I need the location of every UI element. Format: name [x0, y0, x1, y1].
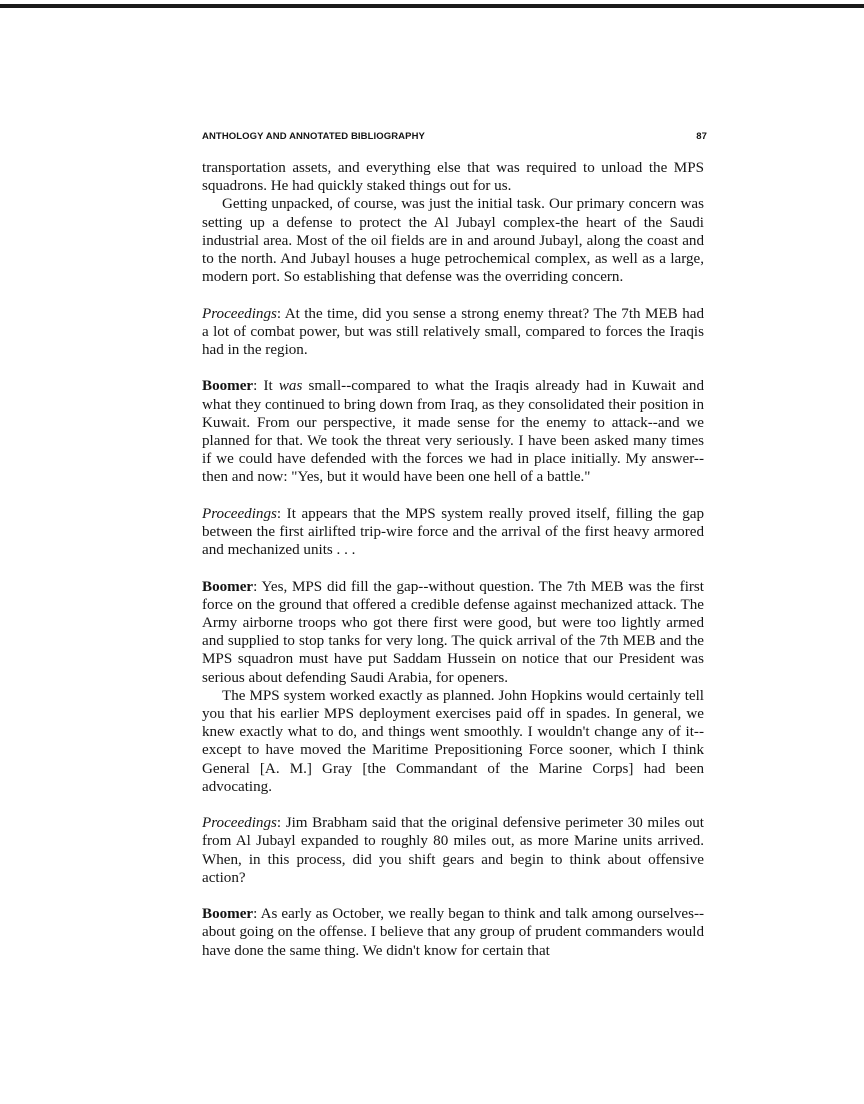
speaker-label: Boomer: [202, 578, 254, 595]
running-head-title: ANTHOLOGY AND ANNOTATED BIBLIOGRAPHY: [202, 131, 425, 142]
speaker-label: Proceedings: [202, 305, 277, 322]
page-number: 87: [696, 131, 707, 142]
paragraph-text: : It appears that the MPS system really proved itself, filling the gap between the first airlifted trip-wire force and the arrival of the first heavy armored and mechanized units . . .: [202, 505, 704, 559]
paragraph: [202, 687, 704, 796]
interview-body: [202, 159, 704, 960]
emphasis-text: was: [278, 378, 303, 395]
paragraph-text: The MPS system worked exactly as planned. John Hopkins would certainly tell you that his earlier MPS deployment exercises paid off in spades. In general, we knew exactly what to do, and things went smoothly. I wouldn't change any of it--except to have moved the Maritime Prepositioning Force sooner, which I think General [A. M.] Gray [the Commandant of the Marine Corps] had been advocating.: [202, 687, 704, 795]
paragraph-text: : Jim Brabham said that the original defensive perimeter 30 miles out from Al Jubayl expanded to roughly 80 miles out, as more Marine units arrived. When, in this process, did you shift gears and begin to think about offensive action?: [202, 815, 704, 886]
answer-paragraph: [202, 578, 704, 687]
paragraph-text: : At the time, did you sense a strong enemy threat? The 7th MEB had a lot of combat power, but was still relatively small, compared to forces the Iraqis had in the region.: [202, 305, 704, 359]
question-paragraph: [202, 505, 704, 560]
paragraph-text: : It: [253, 378, 279, 395]
paragraph-text: transportation assets, and everything else that was required to unload the MPS squadrons. He had quickly staked things out for us.: [202, 160, 704, 195]
speaker-label: Boomer: [202, 378, 254, 395]
speaker-label: Boomer: [202, 906, 254, 923]
question-paragraph: [202, 305, 704, 360]
paragraph-text: : Yes, MPS did fill the gap--without question. The 7th MEB was the first force on the ground that offered a credible defense against mechanized attack. The Army airborne troops who got there first were good, but were too lightly armed and supplied to stop tanks for very long. The quick arrival of the 7th MEB and the MPS squadron must have put Saddam Hussein on notice that our President was serious about defending Saudi Arabia, for openers.: [202, 578, 704, 686]
paragraph-text: small--compared to what the Iraqis already had in Kuwait and what they continued to bring down from Iraq, as they consolidated their position in Kuwait. From our perspective, it made sense for the enemy to attack--and we planned for that. We took the threat very seriously. I have been asked many times if we could have defended with the forces we had in place initially. My answer--then and now: "Yes, but it would have been one hell of a battle.": [202, 378, 704, 486]
paragraph: [202, 195, 704, 286]
running-head: [202, 131, 707, 147]
answer-paragraph: [202, 905, 704, 960]
speaker-label: Proceedings: [202, 815, 277, 832]
paragraph-text: : As early as October, we really began to think and talk among ourselves--about going on the offense. I believe that any group of prudent commanders would have done the same thing. We didn't know for certain that: [202, 906, 704, 959]
top-rule: [0, 4, 864, 8]
answer-paragraph: [202, 377, 704, 486]
speaker-label: Proceedings: [202, 505, 277, 522]
paragraph-text: Getting unpacked, of course, was just the initial task. Our primary concern was setting up a defense to protect the Al Jubayl complex-the heart of the Saudi industrial area. Most of the oil fields are in and around Jubayl, along the coast and to the north. And Jubayl houses a huge petrochemical complex, as well as a large, modern port. So establishing that defense was the overriding concern.: [202, 196, 704, 286]
question-paragraph: [202, 814, 704, 887]
paragraph: [202, 159, 704, 195]
